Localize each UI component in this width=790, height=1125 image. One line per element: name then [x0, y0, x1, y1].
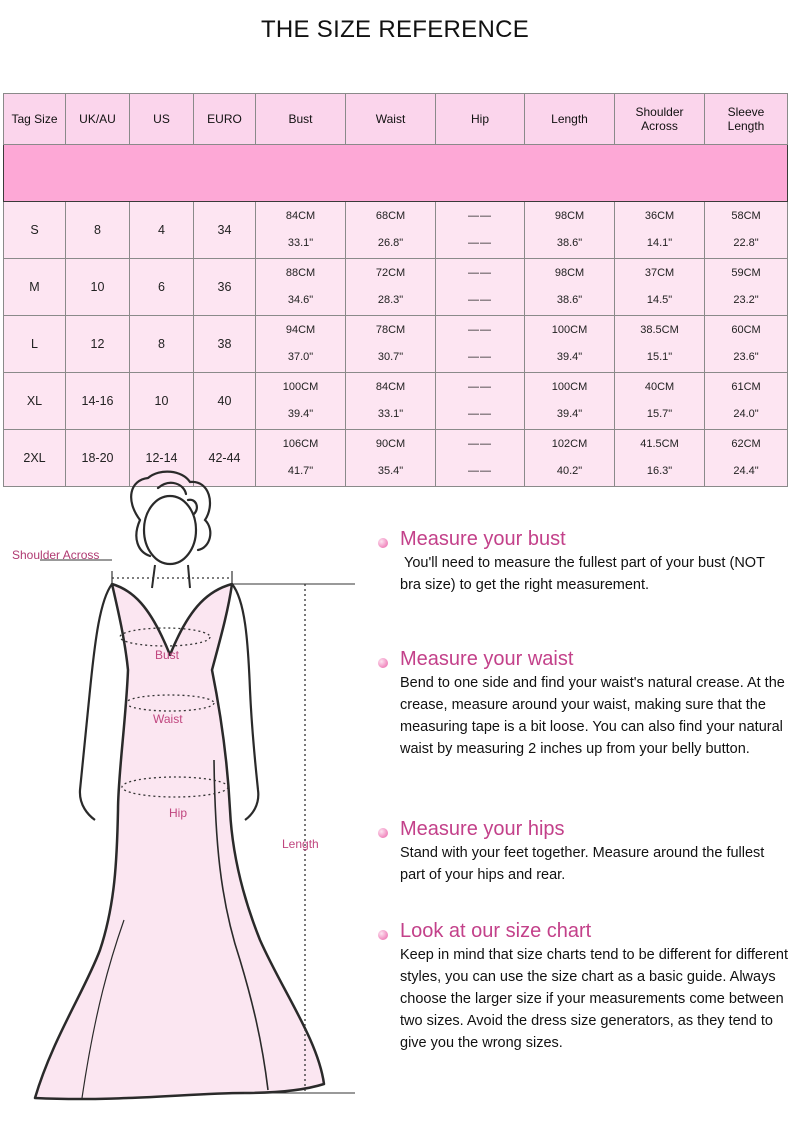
- bullet-icon: [378, 828, 388, 838]
- measure-cm: ——: [468, 210, 492, 222]
- measure-cm: 84CM: [375, 381, 406, 393]
- size-cell-uk: 12: [66, 316, 130, 373]
- measure-inch: 40.2": [556, 465, 583, 477]
- measure-cm: ——: [468, 267, 492, 279]
- size-cell-us: 6: [130, 259, 194, 316]
- measure-cell-waist: [346, 202, 436, 259]
- measure-inch: ——: [468, 465, 492, 477]
- size-table: [3, 93, 788, 487]
- measure-cm: 98CM: [554, 210, 585, 222]
- measure-cm: 59CM: [731, 267, 761, 279]
- measure-cm: 100CM: [551, 381, 588, 393]
- page-title: THE SIZE REFERENCE: [260, 16, 530, 43]
- guide-title: Measure your hips: [400, 818, 565, 840]
- size-cell-tag: L: [4, 316, 66, 373]
- measure-inch: 24.4": [733, 465, 759, 477]
- measure-inch: ——: [468, 408, 492, 420]
- measure-cell-hip: [436, 259, 525, 316]
- guide-text: Bend to one side and find your waist's natural crease. At the crease, measure around your waist, making sure that the measuring tape is a bit loose. You can also find your natural waist by measuring 2 inches up from your belly button.: [400, 675, 785, 757]
- measure-cm: 90CM: [375, 438, 406, 450]
- table-header-band: [4, 145, 788, 202]
- measure-cell-length: [525, 430, 615, 487]
- measure-cm: 41.5CM: [640, 438, 679, 450]
- measure-inch: 41.7": [287, 465, 314, 477]
- table-row: [4, 259, 788, 316]
- measure-cm: 60CM: [731, 324, 761, 336]
- measure-cell-waist: [346, 316, 436, 373]
- column-header: EURO: [194, 94, 256, 145]
- measure-inch: 33.1": [287, 237, 314, 249]
- measure-inch: 26.8": [377, 237, 404, 249]
- measure-cm: 84CM: [285, 210, 316, 222]
- bust-label: Bust: [155, 648, 180, 662]
- measure-cm: 94CM: [285, 324, 316, 336]
- measure-inch: 24.0": [733, 408, 759, 420]
- hip-label: Hip: [169, 806, 188, 820]
- measure-cell-hip: [436, 316, 525, 373]
- guide-text: Keep in mind that size charts tend to be different for different styles, you can use the size chart as a basic guide. Always choose the larger size if your measurements come between two sizes. Avoid the dress size generators, as they tend to give you the wrong sizes.: [400, 947, 788, 1051]
- column-header: UK/AU: [66, 94, 130, 145]
- guide-title: Measure your bust: [400, 528, 566, 550]
- measure-inch: 35.4": [377, 465, 404, 477]
- shoulder-across-label: Shoulder Across: [12, 548, 100, 562]
- measure-cell-length: [525, 373, 615, 430]
- size-cell-us: 10: [130, 373, 194, 430]
- dress-illustration: [0, 470, 380, 1120]
- measure-inch: ——: [468, 294, 492, 306]
- size-cell-uk: 10: [66, 259, 130, 316]
- measure-inch: 15.1": [646, 351, 673, 363]
- measure-cm: 58CM: [731, 210, 761, 222]
- bullet-icon: [378, 658, 388, 668]
- measure-inch: 30.7": [377, 351, 404, 363]
- table-row: [4, 202, 788, 259]
- measure-cell-waist: [346, 373, 436, 430]
- measure-inch: 38.6": [556, 294, 583, 306]
- size-cell-tag: M: [4, 259, 66, 316]
- measure-cm: 61CM: [731, 381, 761, 393]
- size-cell-us: 8: [130, 316, 194, 373]
- measure-cell-shoulder: [615, 430, 705, 487]
- measure-cell-bust: [256, 259, 346, 316]
- measure-inch: ——: [468, 351, 492, 363]
- size-cell-euro: 36: [194, 259, 256, 316]
- measure-cell-sleeve: [705, 202, 788, 259]
- measure-cm: 88CM: [285, 267, 316, 279]
- guide-text: You'll need to measure the fullest part of your bust (NOT bra size) to get the right measurement.: [400, 555, 769, 593]
- measure-cell-bust: [256, 202, 346, 259]
- measure-cm: 37CM: [644, 267, 675, 279]
- measure-cell-shoulder: [615, 202, 705, 259]
- dress-body: [35, 584, 324, 1099]
- measure-inch: 39.4": [556, 351, 583, 363]
- measure-cell-waist: [346, 259, 436, 316]
- size-cell-uk: 8: [66, 202, 130, 259]
- column-header: Waist: [346, 94, 436, 145]
- measure-cell-sleeve: [705, 373, 788, 430]
- measure-inch: ——: [468, 237, 492, 249]
- measure-inch: 14.1": [646, 237, 673, 249]
- measure-inch: 33.1": [377, 408, 404, 420]
- measure-cell-shoulder: [615, 373, 705, 430]
- measure-cm: ——: [468, 381, 492, 393]
- measure-inch: 14.5": [646, 294, 673, 306]
- measure-cell-hip: [436, 430, 525, 487]
- measure-cell-shoulder: [615, 316, 705, 373]
- left-arm: [80, 584, 112, 820]
- measure-inch: 39.4": [556, 408, 583, 420]
- table-row: [4, 316, 788, 373]
- measure-cm: 62CM: [731, 438, 761, 450]
- length-label: Length: [282, 837, 319, 851]
- measure-cm: ——: [468, 438, 492, 450]
- size-cell-uk: 14-16: [66, 373, 130, 430]
- bullet-icon: [378, 538, 388, 548]
- table-header-row: [4, 94, 788, 145]
- dress-figure: [0, 470, 380, 1120]
- measure-cm: 38.5CM: [640, 324, 679, 336]
- measure-inch: 16.3": [646, 465, 673, 477]
- measure-cm: 102CM: [551, 438, 588, 450]
- measure-cell-sleeve: [705, 430, 788, 487]
- measure-cm: 68CM: [375, 210, 406, 222]
- measure-cm: 100CM: [551, 324, 588, 336]
- column-header: Length: [525, 94, 615, 145]
- neck: [152, 565, 190, 588]
- column-header: Bust: [256, 94, 346, 145]
- measure-inch: 23.2": [733, 294, 759, 306]
- right-arm: [232, 584, 258, 820]
- waist-label: Waist: [153, 712, 183, 726]
- measure-cell-hip: [436, 202, 525, 259]
- measure-cell-bust: [256, 373, 346, 430]
- guide-title: Measure your waist: [400, 648, 574, 670]
- bullet-icon: [378, 930, 388, 940]
- size-cell-us: 4: [130, 202, 194, 259]
- measure-inch: 34.6": [287, 294, 314, 306]
- measure-cell-length: [525, 202, 615, 259]
- column-header: Hip: [436, 94, 525, 145]
- measure-cm: 106CM: [282, 438, 319, 450]
- column-header: US: [130, 94, 194, 145]
- size-cell-euro: 38: [194, 316, 256, 373]
- column-header: Sleeve Length: [705, 94, 788, 145]
- measure-inch: 39.4": [287, 408, 314, 420]
- measure-cell-bust: [256, 316, 346, 373]
- size-cell-us: 12-14: [130, 430, 194, 487]
- size-cell-euro: 34: [194, 202, 256, 259]
- face: [144, 496, 196, 564]
- measure-inch: 15.7": [646, 408, 673, 420]
- guide-title: Look at our size chart: [400, 920, 592, 942]
- size-cell-euro: 40: [194, 373, 256, 430]
- measure-cell-length: [525, 316, 615, 373]
- size-cell-tag: 2XL: [4, 430, 66, 487]
- guide-text: Stand with your feet together. Measure around the fullest part of your hips and rear.: [400, 845, 765, 883]
- size-cell-euro: 42-44: [194, 430, 256, 487]
- column-header: Tag Size: [4, 94, 66, 145]
- table-row: [4, 373, 788, 430]
- size-cell-uk: 18-20: [66, 430, 130, 487]
- measure-cell-shoulder: [615, 259, 705, 316]
- measure-inch: 28.3": [377, 294, 404, 306]
- measure-cm: 72CM: [375, 267, 406, 279]
- measure-cell-sleeve: [705, 316, 788, 373]
- measure-cm: 100CM: [282, 381, 319, 393]
- measure-cell-sleeve: [705, 259, 788, 316]
- measure-cell-hip: [436, 373, 525, 430]
- measure-inch: 37.0": [287, 351, 314, 363]
- measure-cm: ——: [468, 324, 492, 336]
- measure-cell-length: [525, 259, 615, 316]
- size-cell-tag: S: [4, 202, 66, 259]
- measure-cm: 98CM: [554, 267, 585, 279]
- measure-cm: 78CM: [375, 324, 406, 336]
- measure-cm: 40CM: [644, 381, 675, 393]
- measure-cm: 36CM: [644, 210, 675, 222]
- measure-inch: 22.8": [733, 237, 759, 249]
- measure-inch: 38.6": [556, 237, 583, 249]
- size-cell-tag: XL: [4, 373, 66, 430]
- column-header: Shoulder Across: [615, 94, 705, 145]
- measure-inch: 23.6": [733, 351, 759, 363]
- table-body: [4, 202, 788, 487]
